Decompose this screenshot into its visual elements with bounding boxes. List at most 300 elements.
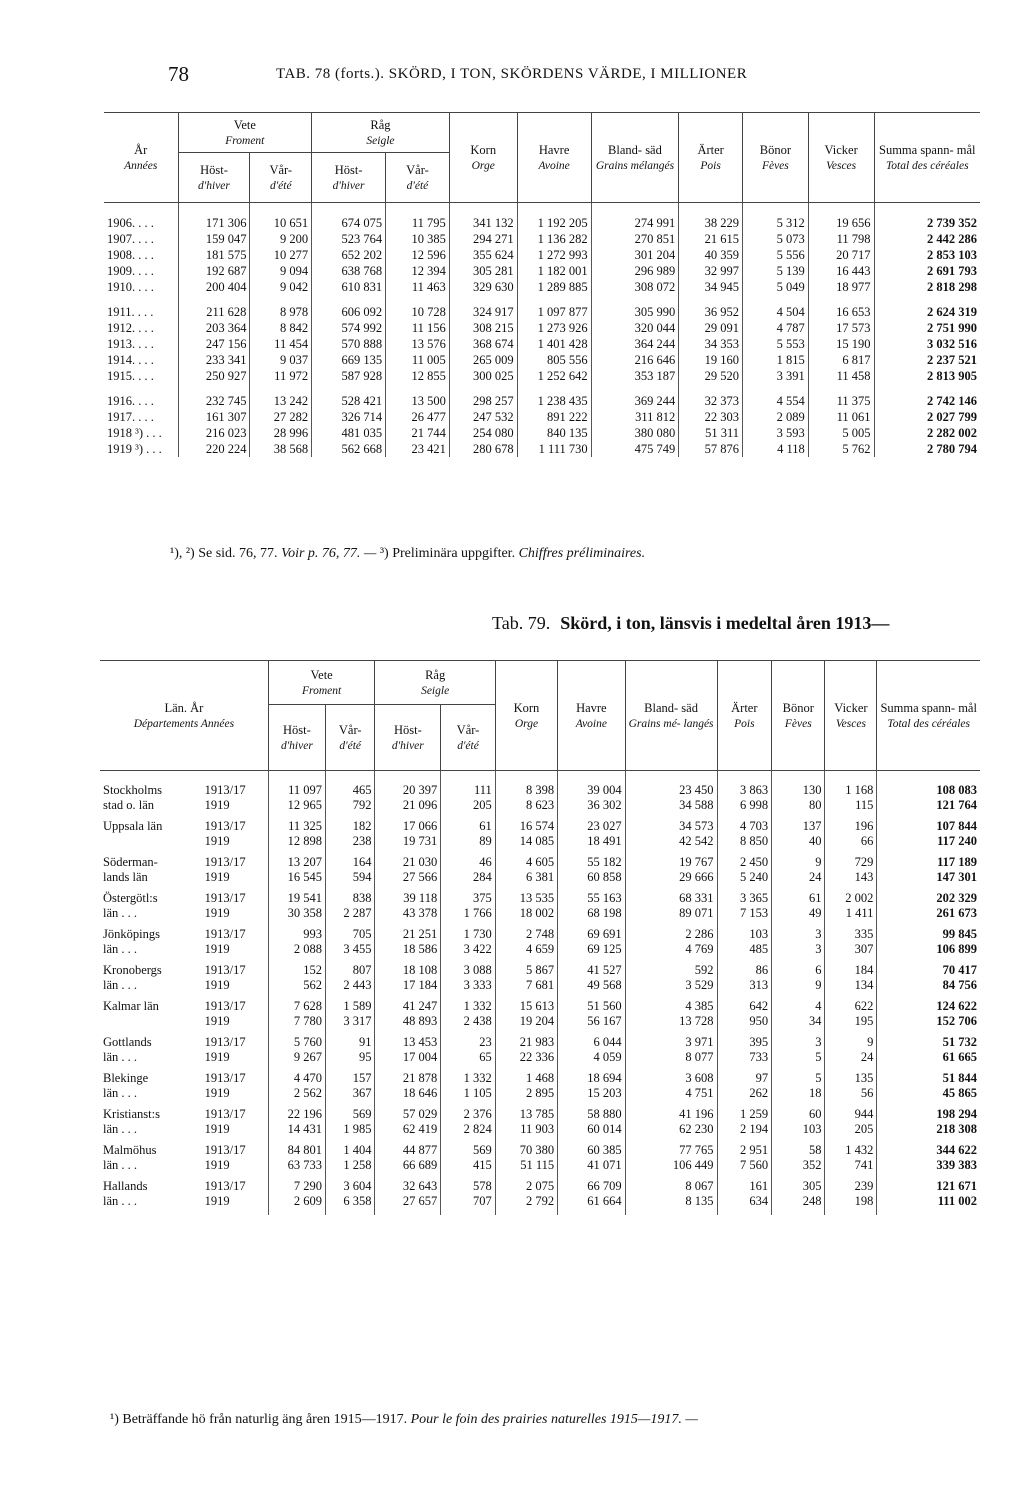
table-cell: 274 991: [591, 203, 679, 232]
table-cell: 19 541: [268, 891, 325, 906]
table-cell: 4 385: [625, 999, 717, 1014]
table-cell: 1912. . . .: [107, 321, 154, 335]
table-cell: 84 756: [877, 978, 980, 999]
table-cell: 8 978: [250, 295, 312, 320]
table-cell: 66: [825, 834, 877, 855]
table-cell: 8 842: [250, 320, 312, 336]
table-cell: 4 659: [495, 942, 557, 963]
table-cell: 8 398: [495, 771, 557, 799]
table-cell: 324 917: [449, 295, 517, 320]
table-cell: 355 624: [449, 247, 517, 263]
table-cell: 220 224: [178, 441, 250, 457]
table-cell: 2 748: [495, 927, 557, 942]
table-cell: 3 529: [625, 978, 717, 999]
wheat-header-79: Vete Froment: [268, 661, 375, 705]
table-cell: 9 267: [268, 1050, 325, 1071]
table-cell: 60: [772, 1107, 825, 1122]
table-row: [100, 1179, 980, 1194]
table-cell: 481 035: [312, 425, 386, 441]
table-cell: 3 365: [717, 891, 772, 906]
table-cell: 21 615: [679, 231, 743, 247]
table-79-body: [100, 771, 980, 1216]
table-cell: 4 605: [495, 855, 557, 870]
table-row: [104, 203, 980, 232]
table-cell: 61 665: [877, 1050, 980, 1071]
table-cell: 13 576: [386, 336, 450, 352]
table-cell: 1 985: [326, 1122, 375, 1143]
table-cell: 891 222: [517, 409, 591, 425]
table-cell: 70 417: [877, 963, 980, 978]
table-cell: 707: [441, 1194, 496, 1215]
table-cell: 18 977: [808, 279, 874, 295]
table-row: [104, 295, 980, 320]
table-cell: 13 242: [250, 384, 312, 409]
table-cell: 261 673: [877, 906, 980, 927]
table-cell: 29 091: [679, 320, 743, 336]
table-cell: 34 353: [679, 336, 743, 352]
table-cell: 49 568: [558, 978, 625, 999]
table-cell: 485: [717, 942, 772, 963]
table-cell: stad o. län: [103, 798, 155, 812]
table-cell: 103: [772, 1122, 825, 1143]
table-cell: 301 204: [591, 247, 679, 263]
table-cell: 117 240: [877, 834, 980, 855]
table-cell: 8 623: [495, 798, 557, 819]
table-cell: 1 332: [441, 1071, 496, 1086]
table-cell: 792: [326, 798, 375, 819]
table-cell: 51 115: [495, 1158, 557, 1179]
table-row: [100, 942, 980, 963]
table-cell: 68 198: [558, 906, 625, 927]
table-79: [100, 660, 980, 1215]
table-cell: 42 542: [625, 834, 717, 855]
table-cell: 89: [441, 834, 496, 855]
table-row: [104, 263, 980, 279]
table-cell: 10 728: [386, 295, 450, 320]
table-cell: 13 728: [625, 1014, 717, 1035]
table-cell: 2 818 298: [874, 279, 980, 295]
table-cell: 124 622: [877, 999, 980, 1014]
table-cell: 307: [825, 942, 877, 963]
table-cell: 56 167: [558, 1014, 625, 1035]
table-cell: 1913/17: [204, 963, 246, 977]
table-cell: 2 813 905: [874, 368, 980, 384]
table-cell: 4 751: [625, 1086, 717, 1107]
table-row: [104, 320, 980, 336]
table-cell: 1913/17: [204, 1179, 246, 1193]
table-cell: 352: [772, 1158, 825, 1179]
table-cell: 669 135: [312, 352, 386, 368]
table-cell: 13 500: [386, 384, 450, 409]
table-cell: 8 077: [625, 1050, 717, 1071]
table-cell: 2 951: [717, 1143, 772, 1158]
table-row: [104, 425, 980, 441]
table-cell: 216 646: [591, 352, 679, 368]
table-cell: 51 560: [558, 999, 625, 1014]
table-cell: 11 972: [250, 368, 312, 384]
vetches-header: Vicker Vesces: [808, 113, 874, 203]
table-cell: 3 032 516: [874, 336, 980, 352]
table-cell: 39 004: [558, 771, 625, 799]
table-cell: 4 059: [558, 1050, 625, 1071]
table-cell: 3: [772, 942, 825, 963]
year-header: År Années: [104, 113, 178, 203]
table-row: [104, 279, 980, 295]
table-cell: Hallands: [103, 1179, 148, 1193]
table-cell: 4 554: [742, 384, 808, 409]
table-cell: 111 002: [877, 1194, 980, 1215]
table-cell: 3 333: [441, 978, 496, 999]
table-row: [100, 870, 980, 891]
table-cell: 1 192 205: [517, 203, 591, 232]
table-cell: 1913/17: [204, 855, 246, 869]
total-header-79: Summa spann- mål Total des céréales: [877, 661, 980, 771]
table-cell: 9 042: [250, 279, 312, 295]
table-cell: 2 089: [742, 409, 808, 425]
table-row: [104, 231, 980, 247]
table-cell: 16 443: [808, 263, 874, 279]
table-cell: 8 135: [625, 1194, 717, 1215]
table-cell: 7 681: [495, 978, 557, 999]
table-cell: 89 071: [625, 906, 717, 927]
table-cell: 3 608: [625, 1071, 717, 1086]
table-cell: 674 075: [312, 203, 386, 232]
table-cell: 298 257: [449, 384, 517, 409]
table-cell: 523 764: [312, 231, 386, 247]
table-cell: 106 899: [877, 942, 980, 963]
table-cell: 21 878: [375, 1071, 441, 1086]
table-cell: 117 189: [877, 855, 980, 870]
table-cell: Söderman-: [103, 855, 158, 869]
table-cell: 171 306: [178, 203, 250, 232]
table-cell: 152: [268, 963, 325, 978]
table-cell: 107 844: [877, 819, 980, 834]
table-cell: 1914. . . .: [107, 353, 154, 367]
table-cell: 1919: [204, 1194, 230, 1208]
table-row: [100, 963, 980, 978]
table-cell: 1919: [204, 1050, 230, 1064]
table-cell: 19 204: [495, 1014, 557, 1035]
table-cell: 300 025: [449, 368, 517, 384]
table-cell: 161: [717, 1179, 772, 1194]
table-cell: 320 044: [591, 320, 679, 336]
table-cell: 344 622: [877, 1143, 980, 1158]
table-cell: 19 160: [679, 352, 743, 368]
table-cell: 9 037: [250, 352, 312, 368]
table-cell: 1913. . . .: [107, 337, 154, 351]
table-cell: 1918 ³) . . .: [107, 426, 162, 440]
table-cell: 11 795: [386, 203, 450, 232]
table-cell: Jönköpings: [103, 927, 160, 941]
table-cell: 5: [772, 1050, 825, 1071]
table-cell: 606 092: [312, 295, 386, 320]
table-cell: 2 194: [717, 1122, 772, 1143]
table-row: [100, 1071, 980, 1086]
table-cell: 40 359: [679, 247, 743, 263]
table-cell: 1 411: [825, 906, 877, 927]
table-cell: 1919: [204, 942, 230, 956]
table-cell: 1 272 993: [517, 247, 591, 263]
table-cell: 65: [441, 1050, 496, 1071]
table-cell: 51 844: [877, 1071, 980, 1086]
table-cell: 270 851: [591, 231, 679, 247]
wheat-autumn-header: Höst- d'hiver: [178, 153, 250, 203]
table-cell: 3 593: [742, 425, 808, 441]
table-cell: 5 005: [808, 425, 874, 441]
table-cell: 203 364: [178, 320, 250, 336]
table-cell: 2 780 794: [874, 441, 980, 457]
table-cell: 57 029: [375, 1107, 441, 1122]
table-row: [104, 352, 980, 368]
table-cell: 91: [326, 1035, 375, 1050]
table-cell: 69 691: [558, 927, 625, 942]
table-cell: 161 307: [178, 409, 250, 425]
table-cell: 130: [772, 771, 825, 799]
table-cell: 39 118: [375, 891, 441, 906]
table-cell: län . . .: [103, 942, 138, 956]
table-cell: 339 383: [877, 1158, 980, 1179]
table-cell: 121 671: [877, 1179, 980, 1194]
table-cell: Stockholms: [103, 783, 163, 797]
table-cell: 305: [772, 1179, 825, 1194]
table-cell: 308 215: [449, 320, 517, 336]
table-cell: 61: [441, 819, 496, 834]
table-cell: 741: [825, 1158, 877, 1179]
table-cell: 198 294: [877, 1107, 980, 1122]
table-cell: 284: [441, 870, 496, 891]
table-row: [100, 1122, 980, 1143]
table-cell: 10 277: [250, 247, 312, 263]
table-cell: 1913/17: [204, 1071, 246, 1085]
table-cell: 15 613: [495, 999, 557, 1014]
table-cell: 5 240: [717, 870, 772, 891]
table-row: [104, 409, 980, 425]
beans-header: Bönor Fèves: [742, 113, 808, 203]
table-cell: län . . .: [103, 1194, 138, 1208]
table-cell: 143: [825, 870, 877, 891]
table-cell: 152 706: [877, 1014, 980, 1035]
table-row: [104, 368, 980, 384]
table-cell: 182: [326, 819, 375, 834]
table-cell: 80: [772, 798, 825, 819]
table-cell: 11 061: [808, 409, 874, 425]
table-cell: 238: [326, 834, 375, 855]
table-cell: 44 877: [375, 1143, 441, 1158]
table-cell: 265 009: [449, 352, 517, 368]
table-cell: 2 442 286: [874, 231, 980, 247]
table-cell: 21 096: [375, 798, 441, 819]
table-cell: 34 945: [679, 279, 743, 295]
table-cell: 1 815: [742, 352, 808, 368]
table-cell: län . . .: [103, 1086, 138, 1100]
table-cell: 18 002: [495, 906, 557, 927]
table-cell: 465: [326, 771, 375, 799]
table-cell: 4 470: [268, 1071, 325, 1086]
table-cell: 8 850: [717, 834, 772, 855]
rye-header-79: Råg Seigle: [375, 661, 495, 705]
table-cell: 184: [825, 963, 877, 978]
table-cell: 8 067: [625, 1179, 717, 1194]
table-cell: 1919: [204, 1158, 230, 1172]
table-cell: 1913/17: [204, 1035, 246, 1049]
table-cell: 200 404: [178, 279, 250, 295]
table-cell: 395: [717, 1035, 772, 1050]
page-header: [0, 62, 1024, 92]
table-cell: 164: [326, 855, 375, 870]
table-cell: 1919: [204, 1122, 230, 1136]
table-cell: 11 375: [808, 384, 874, 409]
table-cell: 157: [326, 1071, 375, 1086]
table-cell: 2 282 002: [874, 425, 980, 441]
table-cell: län . . .: [103, 906, 138, 920]
table-cell: 49: [772, 906, 825, 927]
rye-autumn-header: Höst- d'hiver: [312, 153, 386, 203]
table-cell: 11 325: [268, 819, 325, 834]
table-cell: [100, 1014, 202, 1035]
table-cell: 1913/17: [204, 891, 246, 905]
table-cell: 15 203: [558, 1086, 625, 1107]
table-cell: 369 244: [591, 384, 679, 409]
table-row: [100, 798, 980, 819]
table-cell: 181 575: [178, 247, 250, 263]
table-cell: 2 742 146: [874, 384, 980, 409]
table-cell: 1919: [204, 906, 230, 920]
table-cell: 1919: [204, 1086, 230, 1100]
table-cell: 2 691 793: [874, 263, 980, 279]
table-cell: 562 668: [312, 441, 386, 457]
table-cell: 353 187: [591, 368, 679, 384]
table-cell: 380 080: [591, 425, 679, 441]
table-cell: 341 132: [449, 203, 517, 232]
table-cell: 6 998: [717, 798, 772, 819]
table-cell: 18 646: [375, 1086, 441, 1107]
table-cell: 55 163: [558, 891, 625, 906]
table-cell: 18 108: [375, 963, 441, 978]
table-cell: 205: [441, 798, 496, 819]
table-row: [104, 441, 980, 457]
table-cell: 2 075: [495, 1179, 557, 1194]
table-cell: 2 739 352: [874, 203, 980, 232]
table-cell: 12 898: [268, 834, 325, 855]
table-cell: 262: [717, 1086, 772, 1107]
table-cell: 1 589: [326, 999, 375, 1014]
wheat-spring-header: Vår- d'été: [250, 153, 312, 203]
table-cell: 4: [772, 999, 825, 1014]
table-cell: 294 271: [449, 231, 517, 247]
table-cell: 2 002: [825, 891, 877, 906]
table-cell: 34 588: [625, 798, 717, 819]
table-row: [100, 891, 980, 906]
table-cell: 137: [772, 819, 825, 834]
table-cell: 335: [825, 927, 877, 942]
table-cell: 3 863: [717, 771, 772, 799]
rye-header: Råg Seigle: [312, 113, 450, 153]
table-cell: 375: [441, 891, 496, 906]
table-cell: 11 458: [808, 368, 874, 384]
table-cell: 5 556: [742, 247, 808, 263]
table-cell: 216 023: [178, 425, 250, 441]
table-cell: 5 553: [742, 336, 808, 352]
table-cell: 43 378: [375, 906, 441, 927]
table-cell: 733: [717, 1050, 772, 1071]
table-cell: 2 438: [441, 1014, 496, 1035]
table-cell: 9 200: [250, 231, 312, 247]
table-cell: 46: [441, 855, 496, 870]
table-cell: 21 251: [375, 927, 441, 942]
table-cell: 367: [326, 1086, 375, 1107]
table-cell: 1916. . . .: [107, 394, 154, 408]
table-cell: 1 401 428: [517, 336, 591, 352]
table-cell: 1 432: [825, 1143, 877, 1158]
table-cell: 10 651: [250, 203, 312, 232]
table-cell: 3 422: [441, 942, 496, 963]
table-cell: 63 733: [268, 1158, 325, 1179]
table-cell: 5: [772, 1071, 825, 1086]
table-cell: 1 252 642: [517, 368, 591, 384]
table-row: [100, 1050, 980, 1071]
table-cell: 6 817: [808, 352, 874, 368]
table-cell: 475 749: [591, 441, 679, 457]
table-cell: 308 072: [591, 279, 679, 295]
running-title: TAB. 78 (forts.). SKÖRD, I TON, SKÖRDENS VÄRDE, I MILLIONER: [276, 66, 748, 82]
table-cell: 2 562: [268, 1086, 325, 1107]
table-cell: 2 237 521: [874, 352, 980, 368]
table-cell: 14 085: [495, 834, 557, 855]
table-cell: 60 014: [558, 1122, 625, 1143]
table-cell: 205: [825, 1122, 877, 1143]
table-cell: 1 273 926: [517, 320, 591, 336]
table-cell: 587 928: [312, 368, 386, 384]
oats-header-79: Havre Avoine: [558, 661, 625, 771]
table-cell: 24: [825, 1050, 877, 1071]
table-cell: 20 397: [375, 771, 441, 799]
table-cell: 944: [825, 1107, 877, 1122]
mixed-grain-header-79: Bland- säd Grains mé- langés: [625, 661, 717, 771]
table-cell: 18 586: [375, 942, 441, 963]
table-cell: 13 207: [268, 855, 325, 870]
table-cell: 705: [326, 927, 375, 942]
table-cell: 99 845: [877, 927, 980, 942]
table-cell: 574 992: [312, 320, 386, 336]
table-cell: 23: [441, 1035, 496, 1050]
table-cell: 610 831: [312, 279, 386, 295]
table-cell: 41 527: [558, 963, 625, 978]
table-row: [100, 855, 980, 870]
table-cell: 578: [441, 1179, 496, 1194]
table-cell: 29 666: [625, 870, 717, 891]
table-cell: 6 381: [495, 870, 557, 891]
table-row: [100, 978, 980, 999]
table-cell: 41 196: [625, 1107, 717, 1122]
table-row: [100, 819, 980, 834]
table-cell: 45 865: [877, 1086, 980, 1107]
table-cell: 1 404: [326, 1143, 375, 1158]
table-cell: 950: [717, 1014, 772, 1035]
table-cell: 1 259: [717, 1107, 772, 1122]
table-cell: 29 520: [679, 368, 743, 384]
table-cell: 3: [772, 927, 825, 942]
table-cell: 6 358: [326, 1194, 375, 1215]
county-year-header: Län. År Départements Années: [100, 661, 268, 771]
rye-spring-header-79: Vår- d'été: [441, 705, 496, 771]
table-cell: 1 111 730: [517, 441, 591, 457]
total-header: Summa spann- mål Total des céréales: [874, 113, 980, 203]
wheat-autumn-header-79: Höst- d'hiver: [268, 705, 325, 771]
table-cell: 27 282: [250, 409, 312, 425]
table-cell: 19 656: [808, 203, 874, 232]
table-cell: 305 990: [591, 295, 679, 320]
peas-header: Ärter Pois: [679, 113, 743, 203]
